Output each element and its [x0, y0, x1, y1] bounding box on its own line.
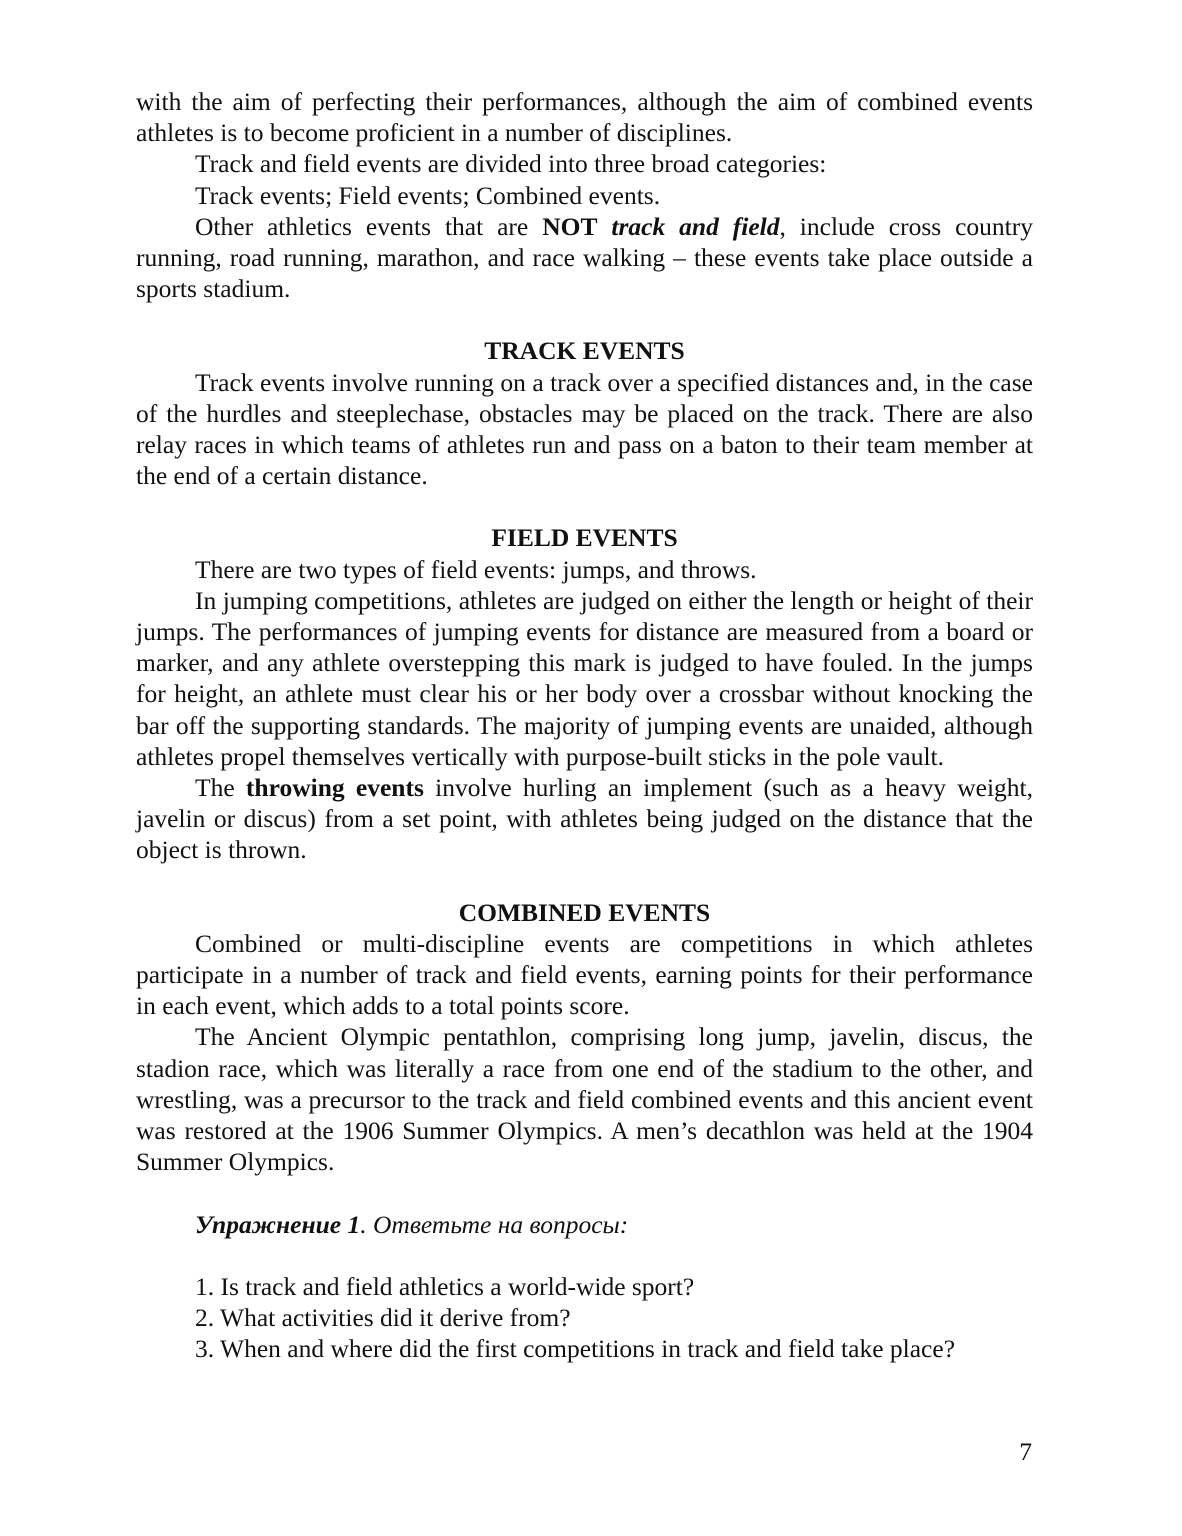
- field-events-paragraph-3: [136, 772, 1033, 866]
- track-events-heading: TRACK EVENTS: [484, 336, 685, 366]
- combined-events-paragraph-2: The Ancient Olympic pentathlon, comprising long jump, javelin, discus, the stadion race, which was literally a race from one end of the stadium to the other, and wrestling, was a precursor to the track and field combined events and this ancient event was restored at the 1906 Summer Olympics. A men’s decathlon was held at the 1904 Summer Olympics.: [136, 1022, 1033, 1177]
- intro-paragraph-3: Track events; Field events; Combined events.: [195, 180, 661, 210]
- field-events-heading: FIELD EVENTS: [491, 523, 678, 553]
- combined-events-paragraph-1: Combined or multi-discipline events are competitions in which athletes participate in a number of track and field events, earning points for their performance in each event, which adds to a total points score.: [136, 928, 1033, 1021]
- page-number: 7: [1019, 1437, 1032, 1466]
- field-events-paragraph-1: There are two types of field events: jumps, and throws.: [195, 554, 757, 584]
- intro-p4-not: NOT: [542, 211, 598, 241]
- exercise-instruction-text: . Ответьте на вопросы:: [360, 1209, 629, 1239]
- question-1: 1. Is track and field athletics a world-wide sport?: [195, 1271, 695, 1301]
- intro-p4-start: Other athletics events that are: [195, 211, 543, 241]
- page-body: [136, 86, 1033, 1364]
- question-3: 3. When and where did the first competitions in track and field take place?: [195, 1334, 956, 1364]
- combined-events-heading: COMBINED EVENTS: [458, 897, 711, 927]
- field-p3-start: The: [195, 773, 246, 803]
- track-events-paragraph: Track events involve running on a track over a specified distances and, in the case of the hurdles and steeplechase, obstacles may be placed on the track. There are also relay races in which teams of athletes run and pass on a baton to their team member at the end of a certain distance.: [136, 367, 1033, 491]
- intro-p4-end: , include cross country running, road running, marathon, and race walking – these events take place outside a sports stadium.: [136, 211, 1033, 304]
- field-p3-end: involve hurling an implement (such as a heavy weight, javelin or discus) from a set point, with athletes being judged on the distance that the object is thrown.: [136, 773, 1034, 865]
- question-2: 2. What activities did it derive from?: [195, 1302, 571, 1332]
- throwing-events-term: throwing events: [245, 773, 424, 803]
- intro-paragraph-1: with the aim of perfecting their performances, although the aim of combined events athletes is to become proficient in a number of disciplines.: [136, 87, 1033, 148]
- exercise-label: Упражнение 1: [195, 1209, 361, 1239]
- intro-paragraph-2: Track and field events are divided into three broad categories:: [195, 149, 827, 179]
- intro-paragraph-4: [136, 211, 1033, 305]
- field-events-paragraph-2: In jumping competitions, athletes are judged on either the length or height of their jumps. The performances of jumping events for distance are measured from a board or marker, and any athlete overstepping this mark is judged to have fouled. In the jumps for height, an athlete must clear his or her body over a crossbar without knocking the bar off the supporting standards. The majority of jumping events are unaided, although athletes propel themselves vertically with purpose-built sticks in the pole vault.: [136, 585, 1033, 771]
- intro-p4-track-and-field: track and field: [611, 211, 780, 241]
- exercise-instruction: [136, 1209, 1033, 1240]
